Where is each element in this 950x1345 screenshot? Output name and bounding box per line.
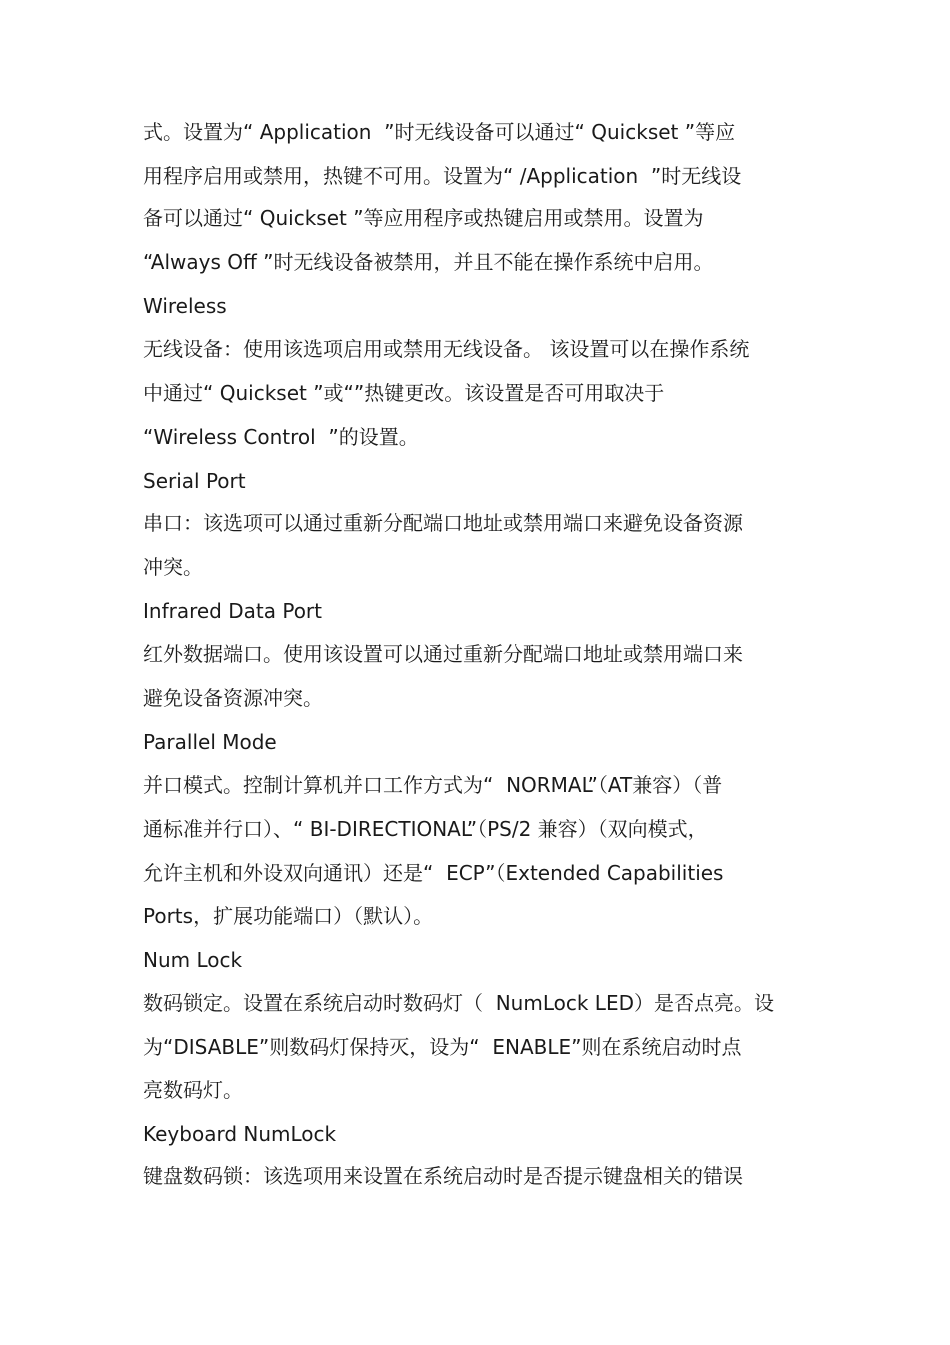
body-text-line: 冲突。 [143,555,203,579]
body-text-line: “Wireless Control ”的设置。 [143,425,419,449]
body-text-line: “Always Off ”时无线设备被禁用，并且不能在操作系统中启用。 [143,250,714,274]
body-text-line: 式。设置为“ Application ”时无线设备可以通过“ Quickset ”等应 [143,120,736,144]
body-text-line: 红外数据端口。使用该设置可以通过重新分配端口地址或禁用端口来 [143,642,743,666]
section-heading-keyboard-numlock: Keyboard NumLock [143,1122,337,1146]
body-text-line: 避免设备资源冲突。 [143,686,323,710]
section-heading-num-lock: Num Lock [143,948,243,972]
section-heading-parallel-mode: Parallel Mode [143,730,277,754]
body-text-line: 亮数码灯。 [143,1078,243,1102]
section-heading-serial-port: Serial Port [143,469,246,493]
body-text-line: 键盘数码锁：该选项用来设置在系统启动时是否提示键盘相关的错误 [143,1164,743,1188]
section-heading-infrared-data-port: Infrared Data Port [143,599,322,623]
body-text-line: 并口模式。控制计算机并口工作方式为“ NORMAL”（AT兼容）（普 [143,773,723,797]
body-text-line: 无线设备：使用该选项启用或禁用无线设备。 该设置可以在操作系统 [143,337,750,361]
body-text-line: 允许主机和外设双向通讯）还是“ ECP”（Extended Capabilities [143,861,724,885]
body-text-line: 数码锁定。设置在系统启动时数码灯（ NumLock LED）是否点亮。设 [143,991,774,1015]
body-text-line: 中通过“ Quickset ”或“”热键更改。该设置是否可用取决于 [143,381,665,405]
body-text-line: 备可以通过“ Quickset ”等应用程序或热键启用或禁用。设置为 [143,206,704,230]
body-text-line: Ports，扩展功能端口）（默认）。 [143,904,434,928]
body-text-line: 通标准并行口）、“ BI-DIRECTIONAL”（PS/2 兼容）（双向模式， [143,817,708,841]
body-text-line: 为“DISABLE”则数码灯保持灭，设为“ ENABLE”则在系统启动时点 [143,1035,742,1059]
body-text-line: 串口：该选项可以通过重新分配端口地址或禁用端口来避免设备资源 [143,511,743,535]
section-heading-wireless: Wireless [143,294,227,318]
body-text-line: 用程序启用或禁用，热键不可用。设置为“ /Application ”时无线设 [143,164,742,188]
